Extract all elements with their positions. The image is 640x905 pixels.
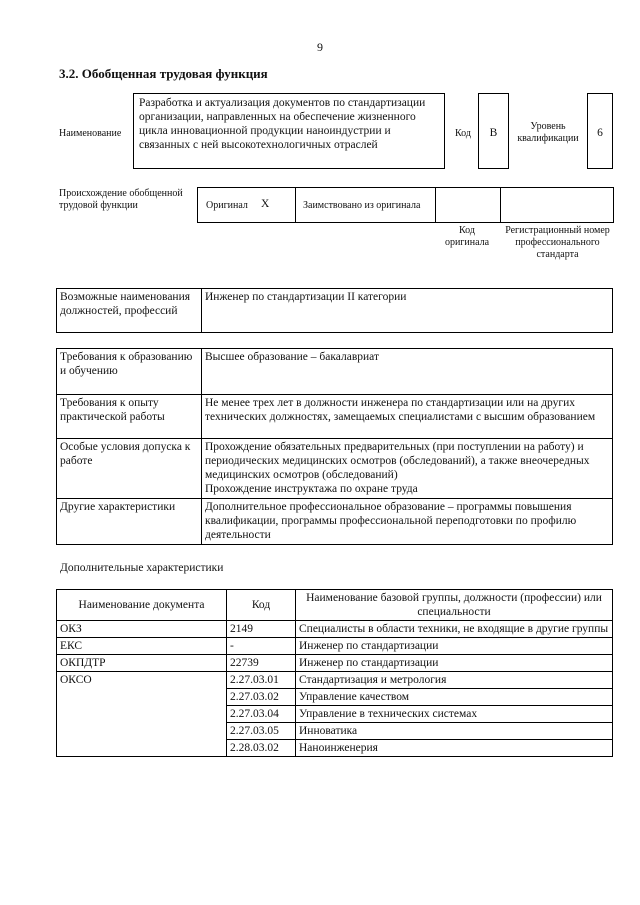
positions-label: Возможные наименования должностей, профессий: [57, 289, 202, 333]
row-code: 2.27.03.02: [227, 689, 296, 706]
row-code: 2.28.03.02: [227, 740, 296, 757]
function-name-text: Разработка и актуализация документов по стандартизации организации, направленных на обеспечение жизненного цикла инновационной продукции наноиндустрии и связанных с ней высокотехнологичных отраслей: [139, 97, 426, 151]
table-row: [57, 638, 613, 655]
req-education-label: Требования к образованию и обучению: [57, 349, 202, 395]
original-label: Оригинал: [206, 200, 248, 211]
requirements-table: [56, 348, 613, 545]
kod-label: Код: [455, 128, 471, 139]
uroven-value: 6: [597, 127, 603, 139]
additional-table: [56, 589, 613, 757]
row-name: Управление в технических системах: [296, 706, 613, 723]
additional-title: Дополнительные характеристики: [60, 562, 224, 574]
borrowed-label: Заимствовано из оригинала: [303, 200, 421, 211]
row-name: Стандартизация и метрология: [296, 672, 613, 689]
row-doc: ОКПДТР: [57, 655, 227, 672]
reg-number-label: Регистрационный номер профессионального стандарта: [505, 225, 610, 260]
row-code: 2.27.03.05: [227, 723, 296, 740]
origin-row-box: [197, 187, 614, 223]
table-row: [57, 672, 613, 689]
row-name: Инноватика: [296, 723, 613, 740]
header-name: Наименование базовой группы, должности (профессии) или специальности: [296, 590, 613, 621]
req-special-cell: [202, 439, 613, 499]
row-name: Инженер по стандартизации: [296, 638, 613, 655]
header-doc: Наименование документа: [57, 590, 227, 621]
row-name: Инженер по стандартизации: [296, 655, 613, 672]
req-other-label: Другие характеристики: [57, 499, 202, 545]
section-title: 3.2. Обобщенная трудовая функция: [59, 66, 268, 81]
row-name: Управление качеством: [296, 689, 613, 706]
row-code: -: [227, 638, 296, 655]
positions-table: [56, 288, 613, 333]
kod-box: [478, 93, 509, 169]
row-code: 2149: [227, 621, 296, 638]
row-doc: ЕКС: [57, 638, 227, 655]
positions-value: Инженер по стандартизации II категории: [202, 289, 613, 333]
req-education-value: Высшее образование – бакалавриат: [202, 349, 613, 395]
table-row: [57, 655, 613, 672]
header-code: Код: [227, 590, 296, 621]
req-special-value-2: Прохождение инструктажа по охране труда: [205, 483, 418, 495]
row-doc: ОКСО: [57, 672, 227, 757]
origin-label: Происхождение обобщенной трудовой функции: [59, 188, 183, 211]
naimenovanie-label: Наименование: [59, 128, 122, 139]
req-other-value: Дополнительное профессиональное образование – программы повышения квалификации, программы профессиональной переподготовки по профилю деятельности: [202, 499, 613, 545]
req-special-value: Прохождение обязательных предварительных (при поступлении на работу) и периодических медицинских осмотров (обследований), а также внеочередных медицинских осмотров (обследований): [205, 441, 590, 481]
row-code: 22739: [227, 655, 296, 672]
kod-originala-label: Код оригинала: [444, 225, 490, 248]
row-name: Наноинженерия: [296, 740, 613, 757]
page-number: 9: [317, 40, 323, 54]
row-name: Специалисты в области техники, не входящие в другие группы: [296, 621, 613, 638]
uroven-label: Уровень квалификации: [517, 121, 579, 144]
row-code: 2.27.03.01: [227, 672, 296, 689]
req-experience-label: Требования к опыту практической работы: [57, 395, 202, 439]
uroven-box: [587, 93, 613, 169]
row-code: 2.27.03.04: [227, 706, 296, 723]
table-row: [57, 621, 613, 638]
kod-value: B: [489, 127, 498, 139]
row-doc: ОКЗ: [57, 621, 227, 638]
original-mark: X: [261, 198, 270, 210]
req-special-label: Особые условия допуска к работе: [57, 439, 202, 499]
function-name-box: [133, 93, 445, 169]
req-experience-value: Не менее трех лет в должности инженера по стандартизации или на других технических должностях, замещаемых специалистами с высшим образованием: [202, 395, 613, 439]
